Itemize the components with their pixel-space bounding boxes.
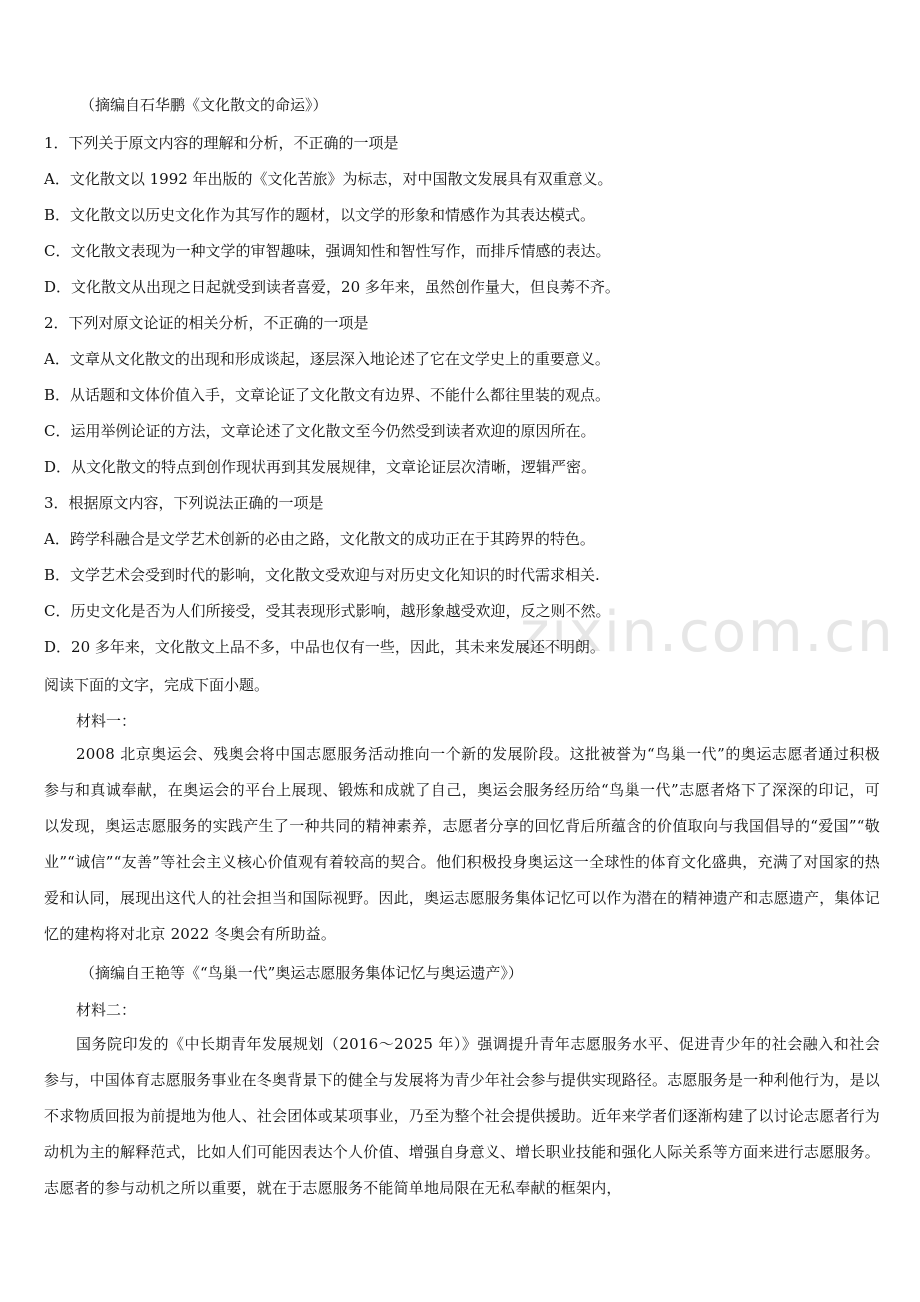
question-1-option-d: D．文化散文从出现之日起就受到读者喜爱，20 多年来，虽然创作量大，但良莠不齐。 xyxy=(44,278,620,296)
question-2-stem: 2．下列对原文论证的相关分析，不正确的一项是 xyxy=(44,314,369,332)
question-3-option-d: D．20 多年来，文化散文上品不多，中品也仅有一些，因此，其未来发展还不明朗。 xyxy=(44,638,605,656)
question-2-option-b: B．从话题和文体价值入手，文章论证了文化散文有边界、不能什么都往里装的观点。 xyxy=(44,386,611,404)
question-3-stem: 3．根据原文内容，下列说法正确的一项是 xyxy=(44,494,324,512)
source-citation-1: （摘编自石华鹏《文化散文的命运》） xyxy=(80,96,328,114)
question-3-option-c: C．历史文化是否为人们所接受，受其表现形式影响，越形象越受欢迎，反之则不然。 xyxy=(44,602,611,620)
material-2-paragraph: 国务院印发的《中长期青年发展规划（2016～2025 年）》强调提升青年志愿服务水平、促进青少年的社会融入和社会参与，中国体育志愿服务事业在冬奥背景下的健全与发展将为青少年社会参与提供实现路径。志愿服务是一种利他行为，是以不求物质回报为前提地为他人、社会团体或某项事业，乃至为整个社会提供援助。近年来学者们逐渐构建了以讨论志愿者行为动机为主的解释范式，比如人们可能因表达个人价值、增强自身意义、增长职业技能和强化人际关系等方面来进行志愿服务。志愿者的参与动机之所以重要，就在于志愿服务不能简单地局限在无私奉献的框架内， xyxy=(44,1035,881,1197)
question-2-option-a: A．文章从文化散文的出现和形成谈起，逐层深入地论述了它在文学史上的重要意义。 xyxy=(44,350,610,368)
material-2-label: 材料二： xyxy=(76,1001,137,1019)
question-1-option-b: B．文化散文以历史文化作为其写作的题材，以文学的形象和情感作为其表达模式。 xyxy=(44,206,596,224)
question-2-option-c: C．运用举例论证的方法，文章论述了文化散文至今仍然受到读者欢迎的原因所在。 xyxy=(44,422,596,440)
question-3-option-b: B．文学艺术会受到时代的影响，文化散文受欢迎与对历史文化知识的时代需求相关. xyxy=(44,566,600,584)
watermark: zixin.com.cn xyxy=(520,600,895,665)
material-1-source: （摘编自王艳等《“鸟巢一代”奥运志愿服务集体记忆与奥运遗产》） xyxy=(80,964,523,982)
question-3-option-a: A．跨学科融合是文学艺术创新的必由之路，文化散文的成功正在于其跨界的特色。 xyxy=(44,530,595,548)
question-2-option-d: D．从文化散文的特点到创作现状再到其发展规律，文章论证层次清晰，逻辑严密。 xyxy=(44,458,597,476)
question-1-option-a: A．文化散文以 1992 年出版的《文化苦旅》为标志，对中国散文发展具有双重意义。 xyxy=(44,170,613,188)
reading-instruction: 阅读下面的文字，完成下面小题。 xyxy=(44,676,270,694)
question-1-option-c: C．文化散文表现为一种文学的审智趣味，强调知性和智性写作，而排斥情感的表达。 xyxy=(44,242,611,260)
material-1-paragraph: 2008 北京奥运会、残奥会将中国志愿服务活动推向一个新的发展阶段。这批被誉为“鸟巢一代”的奥运志愿者通过积极参与和真诚奉献，在奥运会的平台上展现、锻炼和成就了自己，奥运会服务经历给“鸟巢一代”志愿者烙下了深深的印记，可以发现，奥运志愿服务的实践产生了一种共同的精神素养，志愿者分享的回忆背后所蕴含的价值取向与我国倡导的“爱国”“敬业”“诚信”“友善”等社会主义核心价值观有着较高的契合。他们积极投身奥运这一全球性的体育文化盛典，充满了对国家的热爱和认同，展现出这代人的社会担当和国际视野。因此，奥运志愿服务集体记忆可以作为潜在的精神遗产和志愿遗产，集体记忆的建构将对北京 2022 冬奥会有所助益。 xyxy=(44,745,881,943)
material-1-label: 材料一： xyxy=(76,712,137,730)
question-1-stem: 1．下列关于原文内容的理解和分析，不正确的一项是 xyxy=(44,134,399,152)
